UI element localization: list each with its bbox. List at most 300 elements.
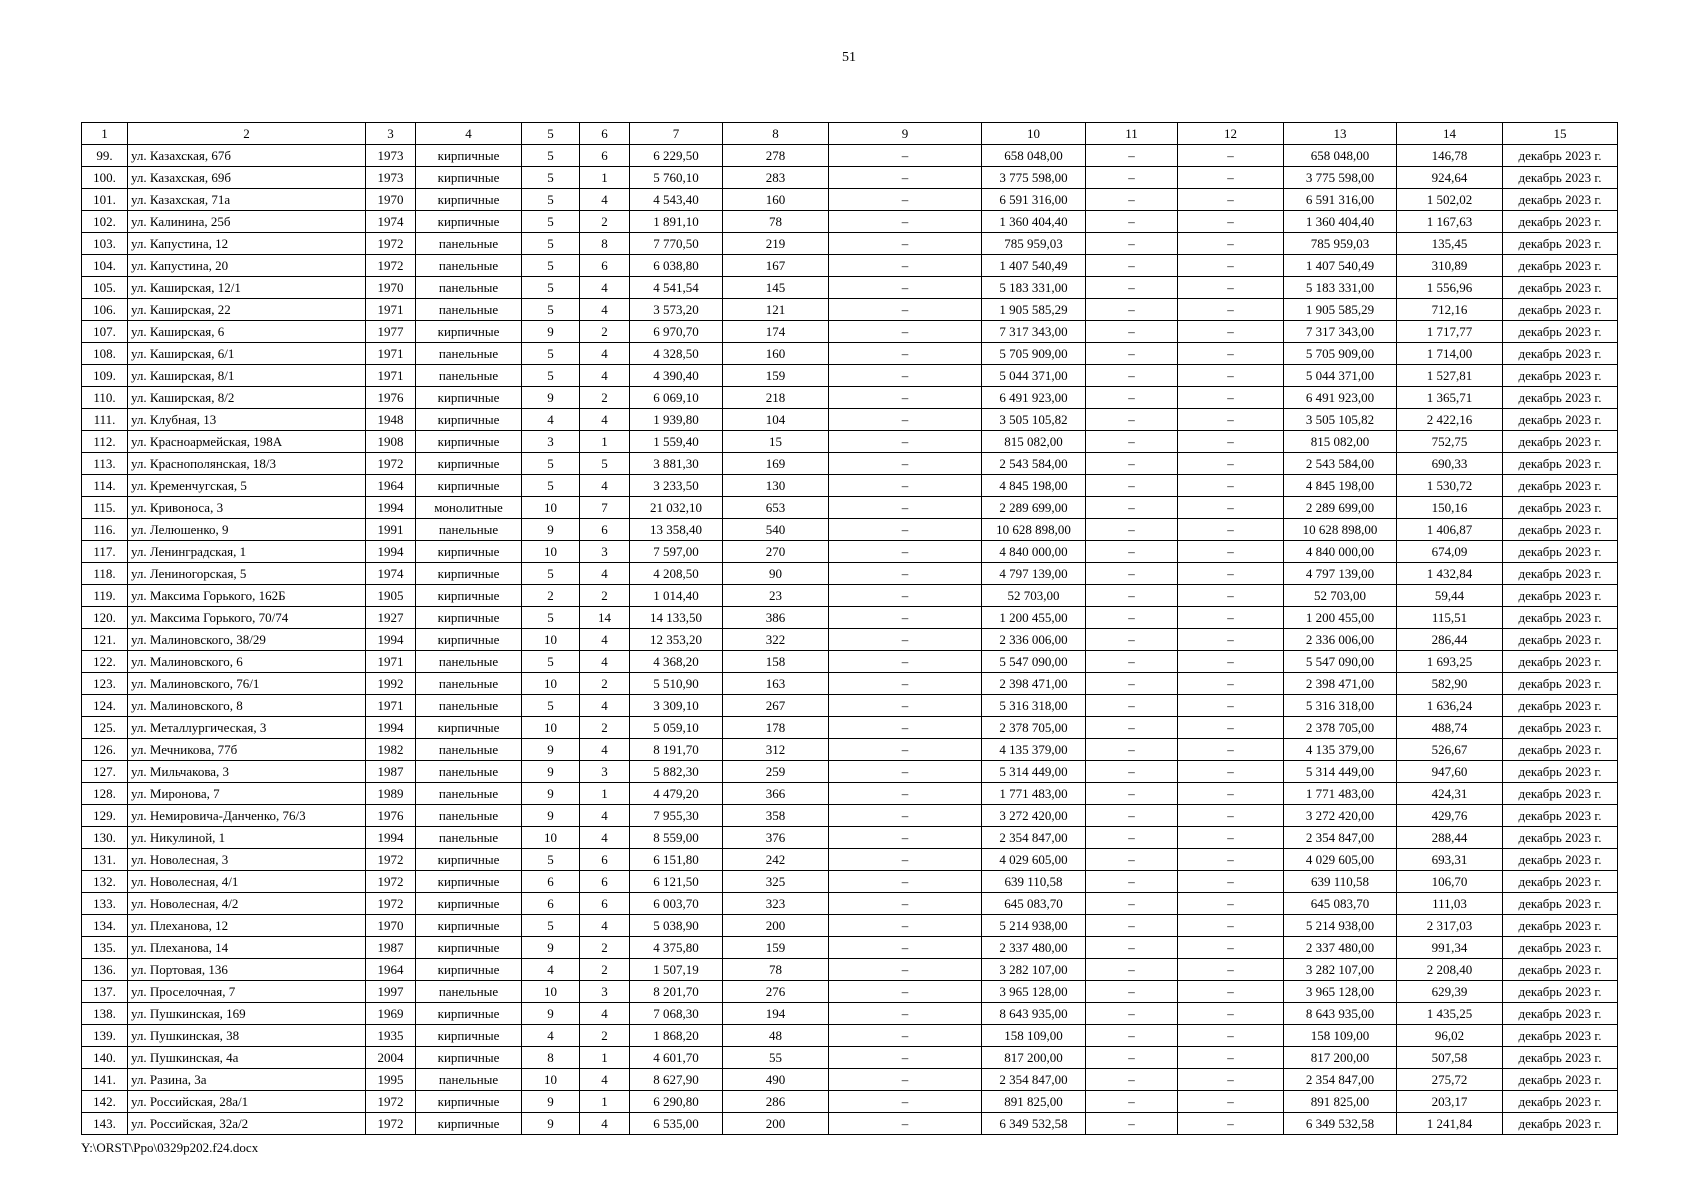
table-cell: 2 378 705,00 <box>982 717 1086 739</box>
table-cell: – <box>829 387 982 409</box>
table-row <box>82 1003 1618 1025</box>
table-cell: 128. <box>82 783 128 805</box>
table-cell: декабрь 2023 г. <box>1503 1113 1618 1135</box>
table-cell: 2 354 847,00 <box>1284 1069 1397 1091</box>
table-cell: 6 <box>580 519 630 541</box>
table-cell: кирпичные <box>416 431 522 453</box>
table-cell: 5 183 331,00 <box>1284 277 1397 299</box>
table-cell: 146,78 <box>1397 145 1503 167</box>
table-cell: 109. <box>82 365 128 387</box>
table-cell: ул. Каширская, 22 <box>128 299 366 321</box>
table-cell: 3 233,50 <box>630 475 723 497</box>
table-cell: 4 <box>580 827 630 849</box>
table-cell: декабрь 2023 г. <box>1503 871 1618 893</box>
table-cell: 5 059,10 <box>630 717 723 739</box>
table-cell: 3 881,30 <box>630 453 723 475</box>
table-cell: ул. Казахская, 69б <box>128 167 366 189</box>
table-cell: 131. <box>82 849 128 871</box>
table-cell: – <box>1178 937 1284 959</box>
table-cell: 1973 <box>366 145 416 167</box>
table-cell: кирпичные <box>416 1091 522 1113</box>
table-cell: 5 <box>522 277 580 299</box>
table-cell: 645 083,70 <box>1284 893 1397 915</box>
table-cell: ул. Плеханова, 12 <box>128 915 366 937</box>
table-cell: 111. <box>82 409 128 431</box>
table-cell: 8 <box>580 233 630 255</box>
table-cell: 6 <box>580 893 630 915</box>
table-cell: – <box>829 277 982 299</box>
table-cell: 13 358,40 <box>630 519 723 541</box>
table-cell: 6 591 316,00 <box>982 189 1086 211</box>
table-cell: – <box>1178 365 1284 387</box>
table-cell: 817 200,00 <box>1284 1047 1397 1069</box>
table-cell: 1 241,84 <box>1397 1113 1503 1135</box>
table-cell: 5 547 090,00 <box>982 651 1086 673</box>
column-number-header: 15 <box>1503 123 1618 145</box>
table-cell: 6 151,80 <box>630 849 723 871</box>
table-cell: 2 <box>580 717 630 739</box>
table-cell: 5 <box>522 145 580 167</box>
table-cell: 4 <box>580 409 630 431</box>
table-cell: 507,58 <box>1397 1047 1503 1069</box>
table-cell: 158 109,00 <box>1284 1025 1397 1047</box>
table-cell: 1 502,02 <box>1397 189 1503 211</box>
table-cell: 159 <box>723 937 829 959</box>
table-cell: 4 797 139,00 <box>1284 563 1397 585</box>
table-cell: декабрь 2023 г. <box>1503 409 1618 431</box>
table-cell: 5 044 371,00 <box>982 365 1086 387</box>
table-cell: кирпичные <box>416 475 522 497</box>
table-cell: – <box>1086 959 1178 981</box>
table-cell: 10 <box>522 497 580 519</box>
table-cell: – <box>829 673 982 695</box>
table-cell: – <box>829 541 982 563</box>
table-cell: ул. Каширская, 8/1 <box>128 365 366 387</box>
table-cell: 7 317 343,00 <box>1284 321 1397 343</box>
table-cell: – <box>1086 563 1178 585</box>
table-cell: – <box>1086 1091 1178 1113</box>
table-cell: 5 <box>522 211 580 233</box>
table-cell: 115,51 <box>1397 607 1503 629</box>
table-cell: 1 717,77 <box>1397 321 1503 343</box>
table-cell: 5 <box>522 167 580 189</box>
table-cell: – <box>829 1003 982 1025</box>
table-cell: декабрь 2023 г. <box>1503 541 1618 563</box>
table-cell: декабрь 2023 г. <box>1503 475 1618 497</box>
table-cell: – <box>829 409 982 431</box>
table-cell: 138. <box>82 1003 128 1025</box>
table-cell: ул. Капустина, 12 <box>128 233 366 255</box>
table-cell: 6 <box>580 871 630 893</box>
table-cell: 150,16 <box>1397 497 1503 519</box>
table-cell: – <box>1178 233 1284 255</box>
table-cell: – <box>1086 827 1178 849</box>
table-cell: 9 <box>522 805 580 827</box>
table-cell: 6 349 532,58 <box>1284 1113 1397 1135</box>
table-cell: 2 <box>580 673 630 695</box>
table-cell: 1 556,96 <box>1397 277 1503 299</box>
table-cell: 4 328,50 <box>630 343 723 365</box>
table-cell: – <box>1086 519 1178 541</box>
table-cell: 4 208,50 <box>630 563 723 585</box>
table-cell: 104 <box>723 409 829 431</box>
table-row <box>82 915 1618 937</box>
table-row <box>82 211 1618 233</box>
table-cell: – <box>829 1025 982 1047</box>
table-cell: – <box>1178 277 1284 299</box>
table-cell: 5 <box>522 915 580 937</box>
table-cell: 127. <box>82 761 128 783</box>
table-cell: – <box>829 1091 982 1113</box>
table-cell: – <box>1178 607 1284 629</box>
table-cell: кирпичные <box>416 1025 522 1047</box>
table-cell: 219 <box>723 233 829 255</box>
table-cell: 10 <box>522 981 580 1003</box>
table-cell: ул. Клубная, 13 <box>128 409 366 431</box>
table-cell: 2 398 471,00 <box>1284 673 1397 695</box>
table-cell: 3 <box>580 541 630 563</box>
table-cell: 4 135 379,00 <box>982 739 1086 761</box>
table-row <box>82 1025 1618 1047</box>
table-cell: 3 965 128,00 <box>1284 981 1397 1003</box>
table-cell: ул. Краснополянская, 18/3 <box>128 453 366 475</box>
table-cell: 276 <box>723 981 829 1003</box>
table-cell: 6 <box>522 871 580 893</box>
table-cell: – <box>829 189 982 211</box>
table-cell: – <box>829 585 982 607</box>
table-cell: 1976 <box>366 387 416 409</box>
table-cell: 1 435,25 <box>1397 1003 1503 1025</box>
table-cell: 52 703,00 <box>982 585 1086 607</box>
table-cell: 1 <box>580 1091 630 1113</box>
table-cell: 6 038,80 <box>630 255 723 277</box>
table-cell: 10 628 898,00 <box>982 519 1086 541</box>
table-cell: 1 406,87 <box>1397 519 1503 541</box>
table-cell: – <box>829 827 982 849</box>
table-cell: кирпичные <box>416 717 522 739</box>
table-cell: 158 <box>723 651 829 673</box>
table-cell: – <box>1086 541 1178 563</box>
table-cell: – <box>829 167 982 189</box>
table-cell: – <box>829 1113 982 1135</box>
table-cell: – <box>829 431 982 453</box>
table-cell: 1964 <box>366 475 416 497</box>
table-cell: 1997 <box>366 981 416 1003</box>
table-cell: панельные <box>416 805 522 827</box>
table-cell: 6 290,80 <box>630 1091 723 1113</box>
table-cell: 658 048,00 <box>982 145 1086 167</box>
table-cell: 6 491 923,00 <box>982 387 1086 409</box>
table-cell: 2 317,03 <box>1397 915 1503 937</box>
table-row <box>82 1069 1618 1091</box>
table-cell: декабрь 2023 г. <box>1503 1091 1618 1113</box>
table-cell: кирпичные <box>416 1003 522 1025</box>
table-cell: – <box>1086 629 1178 651</box>
table-cell: декабрь 2023 г. <box>1503 519 1618 541</box>
table-cell: – <box>1178 805 1284 827</box>
table-cell: 4 845 198,00 <box>1284 475 1397 497</box>
table-cell: 3 505 105,82 <box>1284 409 1397 431</box>
table-cell: 1972 <box>366 871 416 893</box>
table-cell: панельные <box>416 673 522 695</box>
table-cell: – <box>1086 761 1178 783</box>
table-cell: декабрь 2023 г. <box>1503 1003 1618 1025</box>
table-row <box>82 431 1618 453</box>
table-cell: – <box>829 255 982 277</box>
table-cell: 59,44 <box>1397 585 1503 607</box>
table-row <box>82 827 1618 849</box>
table-cell: – <box>1178 563 1284 585</box>
table-cell: монолитные <box>416 497 522 519</box>
table-cell: 3 775 598,00 <box>982 167 1086 189</box>
table-cell: 2 543 584,00 <box>1284 453 1397 475</box>
table-cell: 924,64 <box>1397 167 1503 189</box>
table-row <box>82 739 1618 761</box>
table-cell: 1 432,84 <box>1397 563 1503 585</box>
table-cell: 160 <box>723 343 829 365</box>
table-cell: 3 272 420,00 <box>982 805 1086 827</box>
table-cell: 5 510,90 <box>630 673 723 695</box>
table-cell: 1972 <box>366 849 416 871</box>
table-cell: 1987 <box>366 761 416 783</box>
table-cell: 693,31 <box>1397 849 1503 871</box>
table-cell: 5 760,10 <box>630 167 723 189</box>
table-cell: декабрь 2023 г. <box>1503 981 1618 1003</box>
table-cell: 4 <box>522 1025 580 1047</box>
table-cell: 1974 <box>366 211 416 233</box>
table-cell: ул. Красноармейская, 198А <box>128 431 366 453</box>
table-cell: – <box>1178 387 1284 409</box>
table-cell: декабрь 2023 г. <box>1503 827 1618 849</box>
table-cell: 48 <box>723 1025 829 1047</box>
table-cell: 288,44 <box>1397 827 1503 849</box>
table-cell: декабрь 2023 г. <box>1503 849 1618 871</box>
table-row <box>82 299 1618 321</box>
table-cell: 145 <box>723 277 829 299</box>
table-cell: – <box>829 739 982 761</box>
table-cell: ул. Плеханова, 14 <box>128 937 366 959</box>
table-cell: – <box>1086 343 1178 365</box>
table-cell: панельные <box>416 981 522 1003</box>
table-cell: ул. Капустина, 20 <box>128 255 366 277</box>
column-number-header: 11 <box>1086 123 1178 145</box>
table-cell: – <box>1086 1113 1178 1135</box>
table-cell: 891 825,00 <box>1284 1091 1397 1113</box>
table-cell: кирпичные <box>416 211 522 233</box>
table-cell: – <box>829 959 982 981</box>
table-cell: ул. Пушкинская, 4а <box>128 1047 366 1069</box>
table-cell: 5 <box>522 343 580 365</box>
table-cell: – <box>1178 695 1284 717</box>
table-cell: 1971 <box>366 651 416 673</box>
table-cell: 1 530,72 <box>1397 475 1503 497</box>
table-cell: 540 <box>723 519 829 541</box>
table-cell: 174 <box>723 321 829 343</box>
table-cell: 1 771 483,00 <box>982 783 1086 805</box>
table-cell: 158 109,00 <box>982 1025 1086 1047</box>
table-cell: – <box>1086 211 1178 233</box>
table-cell: декабрь 2023 г. <box>1503 453 1618 475</box>
table-cell: кирпичные <box>416 145 522 167</box>
table-cell: кирпичные <box>416 189 522 211</box>
table-cell: – <box>1178 167 1284 189</box>
table-cell: 10 <box>522 673 580 695</box>
table-cell: 6 069,10 <box>630 387 723 409</box>
table-cell: 5 <box>522 453 580 475</box>
table-cell: – <box>1086 849 1178 871</box>
table-cell: 1970 <box>366 277 416 299</box>
table-cell: 1969 <box>366 1003 416 1025</box>
table-cell: 5 316 318,00 <box>982 695 1086 717</box>
table-cell: – <box>1086 167 1178 189</box>
table-cell: ул. Российская, 28а/1 <box>128 1091 366 1113</box>
table-cell: 5 <box>522 233 580 255</box>
table-cell: 6 491 923,00 <box>1284 387 1397 409</box>
table-cell: ул. Никулиной, 1 <box>128 827 366 849</box>
table-cell: 4 <box>580 475 630 497</box>
table-cell: 107. <box>82 321 128 343</box>
table-cell: – <box>1178 585 1284 607</box>
table-cell: 8 201,70 <box>630 981 723 1003</box>
table-cell: 5 214 938,00 <box>982 915 1086 937</box>
table-cell: панельные <box>416 255 522 277</box>
table-cell: – <box>829 211 982 233</box>
table-cell: 10 <box>522 541 580 563</box>
table-cell: – <box>1086 937 1178 959</box>
table-cell: 815 082,00 <box>1284 431 1397 453</box>
table-cell: 1972 <box>366 255 416 277</box>
table-cell: 4 543,40 <box>630 189 723 211</box>
table-cell: 1 360 404,40 <box>1284 211 1397 233</box>
table-cell: – <box>1086 255 1178 277</box>
table-cell: 1 360 404,40 <box>982 211 1086 233</box>
table-cell: 102. <box>82 211 128 233</box>
table-cell: 1 636,24 <box>1397 695 1503 717</box>
table-cell: 4 <box>580 805 630 827</box>
table-cell: 2 <box>580 937 630 959</box>
table-cell: декабрь 2023 г. <box>1503 1047 1618 1069</box>
table-cell: – <box>1086 893 1178 915</box>
table-cell: 1972 <box>366 893 416 915</box>
table-cell: 312 <box>723 739 829 761</box>
table-cell: 2004 <box>366 1047 416 1069</box>
table-cell: 169 <box>723 453 829 475</box>
table-cell: 90 <box>723 563 829 585</box>
table-row <box>82 1091 1618 1113</box>
table-cell: 1992 <box>366 673 416 695</box>
column-number-header: 3 <box>366 123 416 145</box>
table-cell: 132. <box>82 871 128 893</box>
table-cell: – <box>1178 431 1284 453</box>
table-row <box>82 805 1618 827</box>
table-cell: 116. <box>82 519 128 541</box>
table-cell: ул. Ленинградская, 1 <box>128 541 366 563</box>
table-cell: 7 068,30 <box>630 1003 723 1025</box>
table-cell: – <box>829 145 982 167</box>
table-cell: – <box>1086 585 1178 607</box>
table-cell: 6 <box>580 255 630 277</box>
table-cell: ул. Мильчакова, 3 <box>128 761 366 783</box>
table-cell: 118. <box>82 563 128 585</box>
table-cell: кирпичные <box>416 959 522 981</box>
table-cell: 1995 <box>366 1069 416 1091</box>
table-cell: – <box>1178 541 1284 563</box>
table-cell: панельные <box>416 1069 522 1091</box>
table-cell: 267 <box>723 695 829 717</box>
table-cell: 891 825,00 <box>982 1091 1086 1113</box>
table-cell: 2 336 006,00 <box>982 629 1086 651</box>
table-cell: 5 314 449,00 <box>982 761 1086 783</box>
table-cell: – <box>1178 475 1284 497</box>
table-cell: 200 <box>723 915 829 937</box>
table-cell: 3 <box>580 761 630 783</box>
table-cell: 1 939,80 <box>630 409 723 431</box>
table-cell: ул. Проселочная, 7 <box>128 981 366 1003</box>
table-cell: – <box>1086 1047 1178 1069</box>
table-cell: 4 <box>580 299 630 321</box>
table-cell: – <box>1086 739 1178 761</box>
table-cell: 117. <box>82 541 128 563</box>
table-row <box>82 409 1618 431</box>
table-cell: декабрь 2023 г. <box>1503 761 1618 783</box>
table-cell: – <box>1086 717 1178 739</box>
table-cell: 5 547 090,00 <box>1284 651 1397 673</box>
table-cell: декабрь 2023 г. <box>1503 915 1618 937</box>
table-cell: 4 029 605,00 <box>1284 849 1397 871</box>
table-cell: – <box>1086 607 1178 629</box>
table-cell: ул. Новолесная, 4/1 <box>128 871 366 893</box>
table-row <box>82 1047 1618 1069</box>
table-cell: декабрь 2023 г. <box>1503 255 1618 277</box>
table-cell: панельные <box>416 519 522 541</box>
table-cell: 4 <box>522 409 580 431</box>
table-cell: декабрь 2023 г. <box>1503 651 1618 673</box>
table-cell: – <box>1178 343 1284 365</box>
table-cell: 136. <box>82 959 128 981</box>
table-cell: – <box>1178 1003 1284 1025</box>
table-row <box>82 695 1618 717</box>
table-cell: 2 208,40 <box>1397 959 1503 981</box>
table-cell: 323 <box>723 893 829 915</box>
table-cell: ул. Каширская, 6/1 <box>128 343 366 365</box>
table-cell: панельные <box>416 695 522 717</box>
table-cell: – <box>1086 453 1178 475</box>
table-cell: – <box>829 805 982 827</box>
table-cell: 140. <box>82 1047 128 1069</box>
table-cell: 1927 <box>366 607 416 629</box>
table-cell: декабрь 2023 г. <box>1503 717 1618 739</box>
table-cell: – <box>1086 387 1178 409</box>
table-cell: – <box>1086 1025 1178 1047</box>
table-cell: 5 <box>522 189 580 211</box>
table-cell: – <box>829 475 982 497</box>
table-cell: 658 048,00 <box>1284 145 1397 167</box>
column-number-header: 13 <box>1284 123 1397 145</box>
table-cell: – <box>829 233 982 255</box>
table-cell: ул. Немировича-Данченко, 76/3 <box>128 805 366 827</box>
table-cell: 5 <box>522 651 580 673</box>
table-cell: – <box>1086 673 1178 695</box>
table-cell: панельные <box>416 365 522 387</box>
table-cell: 6 121,50 <box>630 871 723 893</box>
table-row <box>82 343 1618 365</box>
table-row <box>82 475 1618 497</box>
table-cell: 1994 <box>366 541 416 563</box>
table-cell: 134. <box>82 915 128 937</box>
table-cell: 5 <box>522 563 580 585</box>
table-row <box>82 761 1618 783</box>
table-cell: 125. <box>82 717 128 739</box>
